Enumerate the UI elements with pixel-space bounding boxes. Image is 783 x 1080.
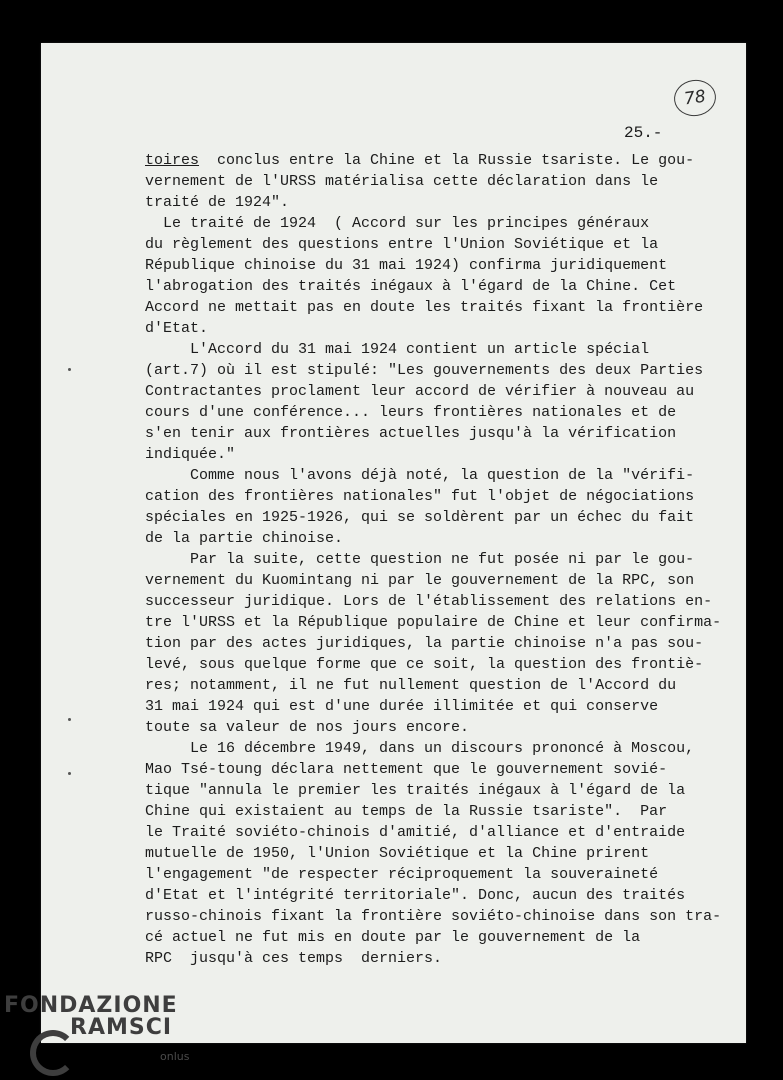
typed-text-body <box>145 150 722 969</box>
text-line: le Traité soviéto-chinois d'amitié, d'alliance et d'entraide <box>145 824 686 841</box>
margin-mark <box>68 368 71 371</box>
text-line: Le traité de 1924 ( Accord sur les principes généraux <box>145 215 650 232</box>
margin-mark <box>68 772 71 775</box>
text-line: L'Accord du 31 mai 1924 contient un article spécial <box>145 341 650 358</box>
text-line: RPC jusqu'à ces temps derniers. <box>145 950 443 967</box>
text-line: mutuelle de 1950, l'Union Soviétique et la Chine prirent <box>145 845 650 862</box>
text-line: cours d'une conférence... leurs frontières nationales et de <box>145 404 677 421</box>
text-line: 31 mai 1924 qui est d'une durée illimitée et qui conserve <box>145 698 659 715</box>
watermark-logo <box>4 995 178 1039</box>
text-line: Accord ne mettait pas en doute les traités fixant la frontière <box>145 299 704 316</box>
text-line: vernement de l'URSS matérialisa cette déclaration dans le <box>145 173 659 190</box>
text-line: du règlement des questions entre l'Union Soviétique et la <box>145 236 659 253</box>
text-line: successeur juridique. Lors de l'établissement des relations en- <box>145 593 713 610</box>
text-line: Le 16 décembre 1949, dans un discours prononcé à Moscou, <box>145 740 695 757</box>
text-line: l'abrogation des traités inégaux à l'égard de la Chine. Cet <box>145 278 677 295</box>
text-line: traité de 1924". <box>145 194 290 211</box>
text-line: Chine qui existaient au temps de la Russie tsariste". Par <box>145 803 668 820</box>
text-line: cé actuel ne fut mis en doute par le gouvernement de la <box>145 929 641 946</box>
text-line: l'engagement "de respecter réciproquement la souveraineté <box>145 866 659 883</box>
text-line: Comme nous l'avons déjà noté, la question de la "vérifi- <box>145 467 695 484</box>
text-line: cation des frontières nationales" fut l'objet de négociations <box>145 488 695 505</box>
text-line: de la partie chinoise. <box>145 530 344 547</box>
text-line: spéciales en 1925-1926, qui se soldèrent par un échec du fait <box>145 509 695 526</box>
text-line: tion par des actes juridiques, la partie chinoise n'a pas sou- <box>145 635 704 652</box>
text-line: russo-chinois fixant la frontière soviéto-chinoise dans son tra- <box>145 908 722 925</box>
text-line: indiquée." <box>145 446 236 463</box>
text-line: d'Etat. <box>145 320 209 337</box>
text-line: d'Etat et l'intégrité territoriale". Donc, aucun des traités <box>145 887 686 904</box>
text-line: toute sa valeur de nos jours encore. <box>145 719 470 736</box>
text-line: Par la suite, cette question ne fut posée ni par le gou- <box>145 551 695 568</box>
watermark-g-icon <box>30 1030 76 1076</box>
text-line: Mao Tsé-toung déclara nettement que le gouvernement sovié- <box>145 761 668 778</box>
margin-mark <box>68 718 71 721</box>
watermark-line-2: RAMSCI <box>70 1015 173 1040</box>
text-line: s'en tenir aux frontières actuelles jusqu'à la vérification <box>145 425 677 442</box>
text-line: tre l'URSS et la République populaire de Chine et leur confirma- <box>145 614 722 631</box>
watermark-line-1: FONDAZIONE <box>4 993 178 1018</box>
text-line: Contractantes proclament leur accord de vérifier à nouveau au <box>145 383 695 400</box>
text-line: vernement du Kuomintang ni par le gouvernement de la RPC, son <box>145 572 695 589</box>
watermark-suffix: onlus <box>160 1050 190 1063</box>
text-line: toires conclus entre la Chine et la Russie tsariste. Le gou- <box>145 152 695 169</box>
text-line: (art.7) où il est stipulé: "Les gouvernements des deux Parties <box>145 362 704 379</box>
text-line: République chinoise du 31 mai 1924) confirma juridiquement <box>145 257 668 274</box>
page-number: 25.- <box>624 124 663 142</box>
text-line: res; notamment, il ne fut nullement question de l'Accord du <box>145 677 677 694</box>
text-line: tique "annula le premier les traités inégaux à l'égard de la <box>145 782 686 799</box>
underlined-word: toires <box>145 152 200 169</box>
archive-number-stamp: 78 <box>672 77 719 118</box>
text-line: levé, sous quelque forme que ce soit, la question des frontiè- <box>145 656 704 673</box>
